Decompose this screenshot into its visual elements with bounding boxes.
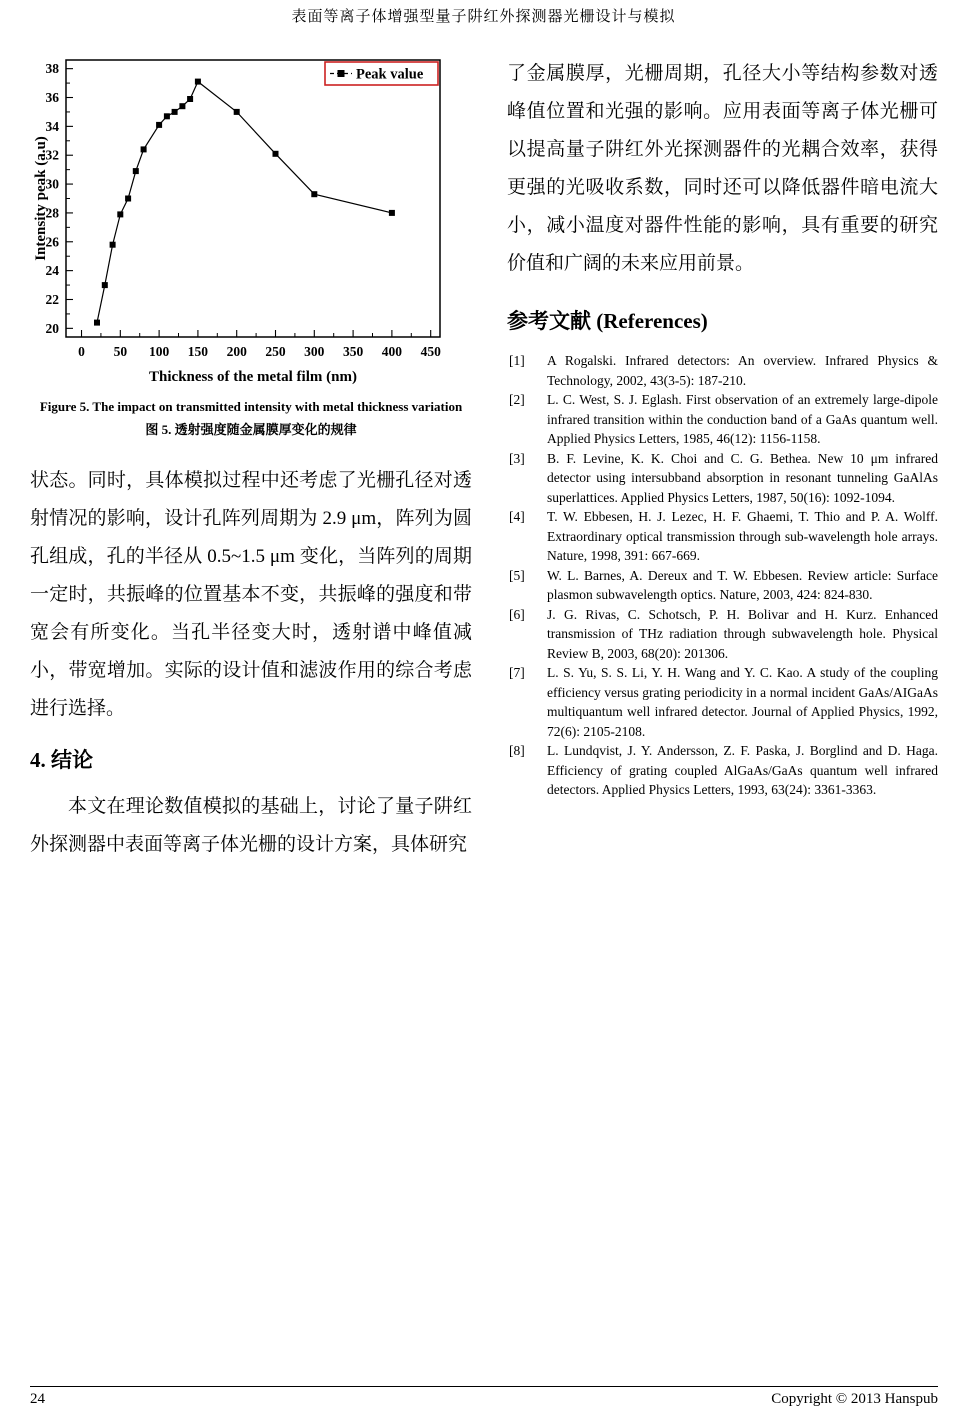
reference-item — [507, 390, 938, 449]
figure5-caption-en: Figure 5. The impact on transmitted intensity with metal thickness variation — [39, 399, 463, 414]
svg-text:100: 100 — [148, 344, 170, 359]
page-number: 24 — [30, 1391, 45, 1407]
svg-text:20: 20 — [45, 320, 59, 336]
figure5-chart-svg — [30, 52, 472, 390]
references-list — [507, 351, 938, 800]
right-column — [507, 55, 938, 800]
reference-item — [507, 605, 938, 664]
svg-text:250: 250 — [265, 344, 286, 359]
reference-item — [507, 507, 938, 566]
svg-text:300: 300 — [304, 344, 325, 359]
reference-text: A Rogalski. Infrared detectors: An overview. Infrared Physics & Technology, 2002, 43(3-5): 187-210. — [547, 353, 938, 388]
svg-text:450: 450 — [420, 344, 441, 359]
left-paragraph-2: 本文在理论数值模拟的基础上，讨论了量子阱红外探测器中表面等离子体光栅的设计方案，具体研究 — [30, 796, 472, 855]
svg-text:400: 400 — [381, 344, 403, 359]
svg-text:0: 0 — [78, 344, 85, 359]
reference-number: [6] — [509, 606, 525, 622]
references-heading: 参考文献 (References) — [507, 309, 708, 333]
reference-item — [507, 663, 938, 741]
footer-divider — [30, 1386, 938, 1387]
reference-number: [1] — [509, 353, 525, 368]
reference-number: [8] — [509, 743, 525, 758]
svg-text:32: 32 — [45, 147, 59, 163]
reference-number: [5] — [509, 567, 525, 583]
reference-number: [3] — [509, 450, 525, 466]
svg-text:150: 150 — [187, 344, 209, 359]
reference-item — [507, 566, 938, 605]
svg-text:50: 50 — [113, 344, 128, 359]
reference-number: [7] — [509, 665, 525, 680]
figure5-chart — [30, 52, 472, 390]
reference-number: [2] — [509, 392, 525, 407]
svg-text:350: 350 — [342, 344, 364, 359]
svg-text:38: 38 — [45, 61, 59, 77]
reference-text: W. L. Barnes, A. Dereux and T. W. Ebbesen. Review article: Surface plasmon subwavelength optics. Nature, 2003, 424: 824-830. — [547, 567, 938, 602]
svg-text:Thickness of the metal film (n: Thickness of the metal film (nm) — [149, 369, 357, 385]
svg-text:200: 200 — [226, 344, 247, 359]
figure5-caption-zh: 图 5. 透射强度随金属膜厚变化的规律 — [145, 422, 357, 437]
reference-text: L. C. West, S. J. Eglash. First observation of an extremely large-dipole infrared transition within the conduction band of a GaAs quantum well. Applied Physics Letters, 1985, 46(12): 1156-1158. — [547, 392, 938, 446]
svg-text:26: 26 — [45, 234, 59, 250]
svg-text:30: 30 — [45, 176, 59, 192]
svg-text:28: 28 — [45, 205, 59, 221]
svg-text:Peak value: Peak value — [356, 66, 424, 83]
svg-text:36: 36 — [45, 90, 59, 106]
reference-text: B. F. Levine, K. K. Choi and C. G. Bethea. New 10 μm infrared detector using intersubband absorption in resonant tunneling GaAlAs superlattices. Applied Physics Letters, 1987, 50(16): 1092-1094. — [547, 450, 938, 505]
section-heading-conclusion: 4. 结论 — [30, 748, 93, 772]
svg-text:22: 22 — [45, 291, 59, 307]
page-header-title: 表面等离子体增强型量子阱红外探测器光栅设计与模拟 — [291, 9, 676, 25]
reference-item — [507, 741, 938, 800]
reference-text: T. W. Ebbesen, H. J. Lezec, H. F. Ghaemi, T. Thio and P. A. Wolff. Extraordinary optical transmission through sub-wavelength hole arrays. Nature, 1998, 391: 667-669. — [547, 509, 938, 563]
svg-text:34: 34 — [45, 118, 59, 134]
reference-number: [4] — [509, 509, 525, 524]
right-paragraph-1: 了金属膜厚，光栅周期，孔径大小等结构参数对透峰值位置和光强的影响。应用表面等离子体光栅可以提高量子阱红外光探测器件的光耦合效率，获得更强的光吸收系数，同时还可以降低器件暗电流大小，减小温度对器件性能的影响，具有重要的研究价值和广阔的未来应用前景。 — [507, 63, 938, 274]
figure5-caption — [30, 398, 472, 438]
svg-text:24: 24 — [45, 263, 59, 279]
copyright-notice: Copyright © 2013 Hanspub — [771, 1391, 938, 1407]
left-paragraph-1: 状态。同时，具体模拟过程中还考虑了光栅孔径对透射情况的影响，设计孔阵列周期为 2.9 μm，阵列为圆孔组成，孔的半径从 0.5~1.5 μm 变化，当阵列的周期一定时，共振峰的位置基本不变，共振峰的强度和带宽会有所变化。当孔半径变大时，透射谱中峰值减小，带宽增加。实际的设计值和滤波作用的综合考虑进行选择。 — [30, 470, 472, 719]
reference-text: J. G. Rivas, C. Schotsch, P. H. Bolivar and H. Kurz. Enhanced transmission of THz radiation through subwavelength hole. Physical Review B, 2003, 68(20): 201306. — [547, 606, 938, 661]
reference-text: L. Lundqvist, J. Y. Andersson, Z. F. Paska, J. Borglind and D. Haga. Efficiency of grating coupled AlGaAs/GaAs quantum well infrared detectors. Applied Physics Letters, 1993, 63(24): 3361-3363. — [547, 743, 938, 797]
svg-text:Intensity peak (a.u): Intensity peak (a.u) — [33, 136, 49, 261]
reference-item — [507, 449, 938, 508]
reference-text: L. S. Yu, S. S. Li, Y. H. Wang and Y. C. Kao. A study of the coupling efficiency versus grating periodicity in a normal incident GaAs/AIGaAs multiquantum well infrared detector. Journal of Applied Physics, 1992, 72(6): 2105-2108. — [547, 665, 938, 739]
left-column — [30, 52, 472, 864]
reference-item — [507, 351, 938, 390]
